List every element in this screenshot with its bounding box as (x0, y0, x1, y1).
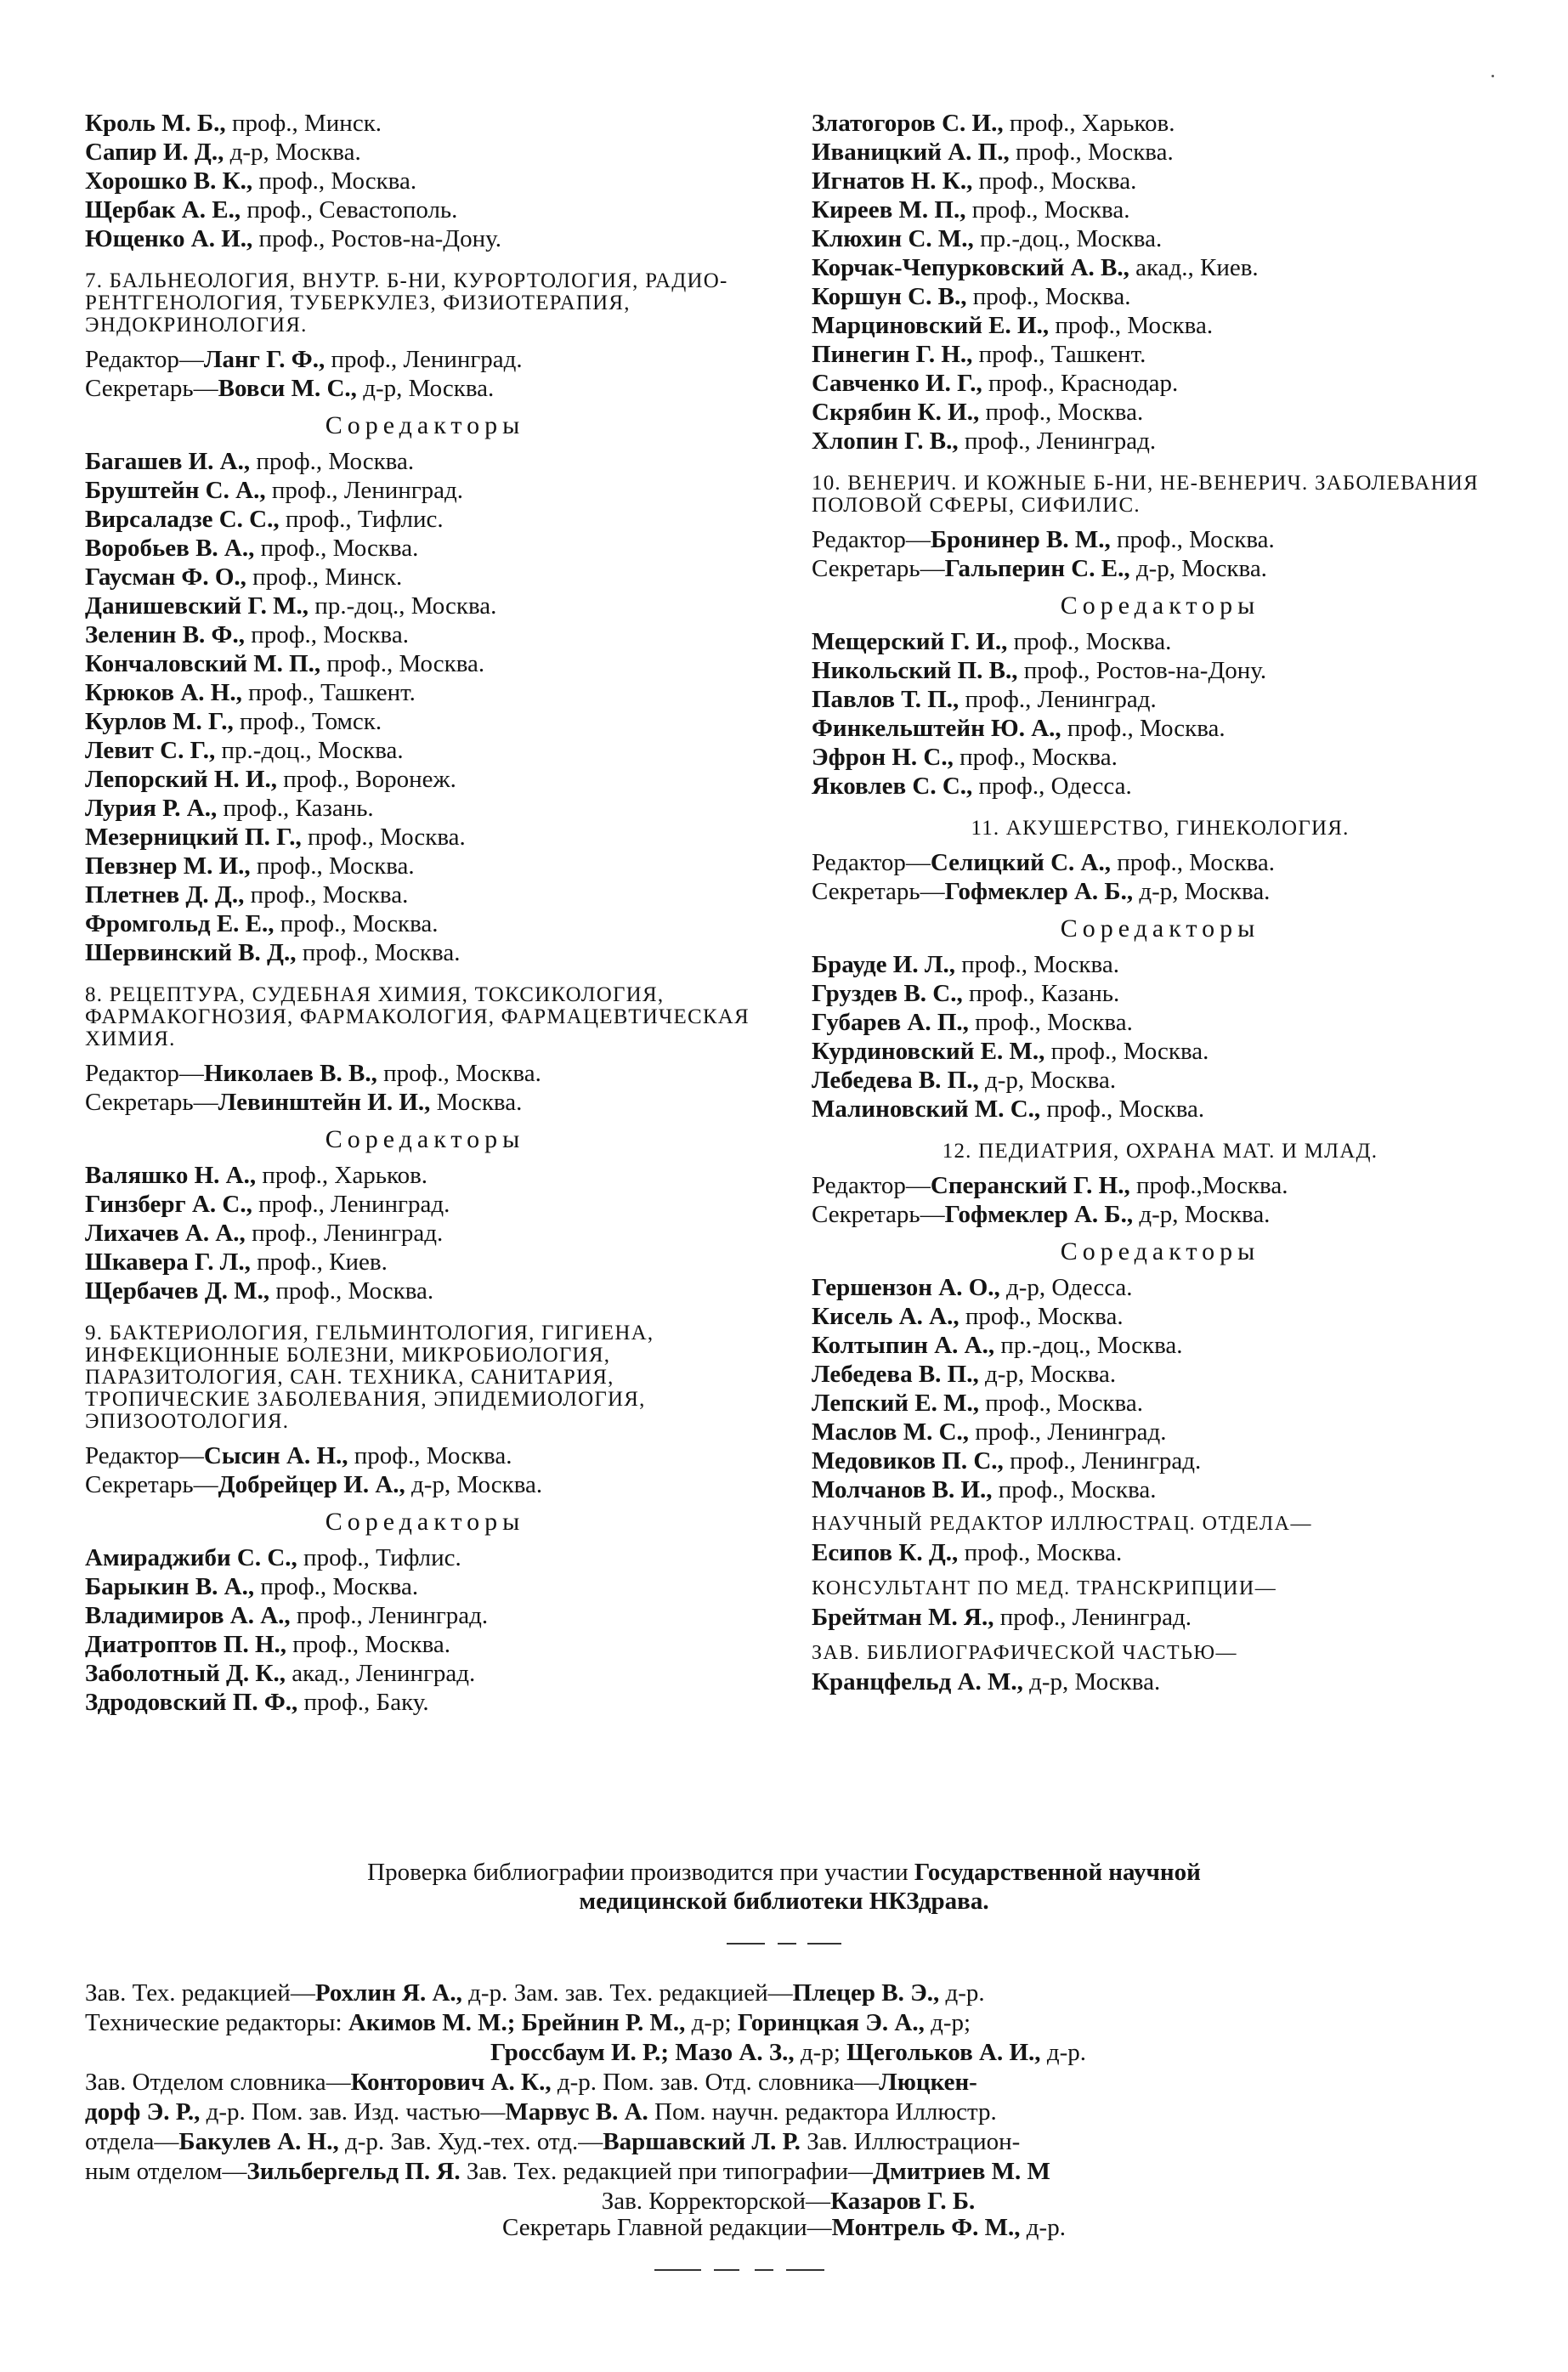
name-entry: Диатроптов П. Н., проф., Москва. (85, 1631, 451, 1658)
name-entry: Певзнер М. И., проф., Москва. (85, 852, 415, 880)
name-entry: Гаусман Ф. О., проф., Минск. (85, 563, 403, 591)
editor-line: Редактор—Селицкий С. А., проф., Москва. (812, 849, 1275, 876)
name-entry: Игнатов Н. К., проф., Москва. (812, 167, 1137, 195)
name-entry: Вирсаладзе С. С., проф., Тифлис. (85, 506, 444, 533)
staff-block (812, 1509, 1509, 1696)
name-entry: Губарев А. П., проф., Москва. (812, 1009, 1133, 1036)
name-entry: Яковлев С. С., проф., Одесса. (812, 773, 1132, 800)
editor-line: Редактор—Николаев В. В., проф., Москва. (85, 1060, 541, 1087)
separator-rule (727, 1943, 765, 1945)
section-title: 11. АКУШЕРСТВО, ГИНЕКОЛОГИЯ. (971, 817, 1350, 840)
name-entry: Багашев И. А., проф., Москва. (85, 448, 415, 475)
name-entry: Скрябин К. И., проф., Москва. (812, 399, 1144, 426)
secretary-line: Секретарь—Вовси М. С., д-р, Москва. (85, 375, 495, 402)
coeditors-heading: Соредакторы (1060, 914, 1260, 943)
separator-rule (755, 2269, 773, 2271)
editor-block (85, 345, 765, 403)
staff-heading: НАУЧНЫЙ РЕДАКТОР ИЛЛЮСТРАЦ. ОТДЕЛА— (812, 1513, 1312, 1535)
name-entry: Левит С. Г., пр.-доц., Москва. (85, 737, 404, 764)
separator-rule (807, 1943, 841, 1945)
entry: Хорошко В. К., проф., Москва. (85, 167, 417, 195)
entry: Щербак А. Е., проф., Севастополь. (85, 196, 458, 224)
name-entry: Медовиков П. С., проф., Ленинград. (812, 1447, 1202, 1475)
name-entry: Барыкин В. А., проф., Москва. (85, 1573, 419, 1600)
coeditors-list (85, 1543, 765, 1717)
editor-block (85, 1059, 765, 1117)
name-entry: Хлопин Г. В., проф., Ленинград. (812, 427, 1157, 455)
staff-entry: Брейтман М. Я., проф., Ленинград. (812, 1604, 1192, 1631)
name-entry: Лихачев А. А., проф., Ленинград. (85, 1220, 444, 1247)
editor-line: Редактор—Сысин А. Н., проф., Москва. (85, 1442, 512, 1469)
section-title: 12. ПЕДИАТРИЯ, ОХРАНА МАТ. И МЛАД. (942, 1140, 1378, 1163)
section-title: 7. БАЛЬНЕОЛОГИЯ, ВНУТР. Б-НИ, КУРОРТОЛОГИЯ, РАДИО-РЕНТГЕНОЛОГИЯ, ТУБЕРКУЛЕЗ, ФИЗИОТЕРАПИЯ, ЭНДОКРИНОЛОГИЯ. (85, 269, 728, 337)
secretary-line: Секретарь—Гофмеклер А. Б., д-р, Москва. (812, 878, 1271, 905)
editor-block (812, 1171, 1509, 1229)
coeditors-heading: Соредакторы (325, 411, 525, 439)
note-line-1: Проверка библиографии производится при участии Государственной научной (367, 1859, 1201, 1886)
section-title: 9. БАКТЕРИОЛОГИЯ, ГЕЛЬМИНТОЛОГИЯ, ГИГИЕНА, ИНФЕКЦИОННЫЕ БОЛЕЗНИ, МИКРОБИОЛОГИЯ, ПАРАЗИТОЛОГИЯ, САН. ТЕХНИКА, САНИТАРИЯ, ТРОПИЧЕСКИЕ ЗАБОЛЕВАНИЯ, ЭПИДЕМИОЛОГИЯ, ЭПИЗООТОЛОГИЯ. (85, 1322, 654, 1433)
tech-line: ным отделом—Зильбергельд П. Я. Зав. Тех. редакцией при типографии—Дмитриев М. М (85, 2158, 1050, 2185)
section-8 (85, 984, 765, 1305)
editor-block (812, 525, 1509, 583)
entry: Сапир И. Д., д-р, Москва. (85, 139, 361, 166)
tech-line: дорф Э. Р., д-р. Пом. зав. Изд. частью—Марвус В. А. Пом. научн. редактора Иллюстр. (85, 2098, 997, 2126)
coeditors-list (85, 1161, 765, 1305)
coeditors-list (812, 950, 1509, 1124)
name-entry: Пинегин Г. Н., проф., Ташкент. (812, 341, 1146, 368)
name-entry: Владимиров А. А., проф., Ленинград. (85, 1602, 489, 1629)
staff-entry: Есипов К. Д., проф., Москва. (812, 1539, 1123, 1566)
name-entry: Крюков А. Н., проф., Ташкент. (85, 679, 416, 706)
staff-heading: КОНСУЛЬТАНТ ПО МЕД. ТРАНСКРИПЦИИ— (812, 1577, 1277, 1599)
right-column (812, 109, 1509, 1696)
coeditors-list (812, 627, 1509, 801)
name-entry: Зеленин В. Ф., проф., Москва. (85, 621, 409, 648)
editor-line: Редактор—Сперанский Г. Н., проф.,Москва. (812, 1172, 1288, 1199)
name-entry: Киреев М. П., проф., Москва. (812, 196, 1130, 224)
name-entry: Никольский П. В., проф., Ростов-на-Дону. (812, 657, 1267, 684)
name-entry: Курдиновский Е. М., проф., Москва. (812, 1038, 1209, 1065)
editor-line: Редактор—Бронинер В. М., проф., Москва. (812, 526, 1275, 553)
name-entry: Щербачев Д. М., проф., Москва. (85, 1277, 434, 1305)
name-entry: Мезерницкий П. Г., проф., Москва. (85, 824, 466, 851)
name-entry: Гинзберг А. С., проф., Ленинград. (85, 1191, 450, 1218)
name-entry: Курлов М. Г., проф., Томск. (85, 708, 382, 735)
name-entry: Коршун С. В., проф., Москва. (812, 283, 1131, 310)
name-entry: Воробьев В. А., проф., Москва. (85, 535, 419, 562)
section-title: 10. ВЕНЕРИЧ. И КОЖНЫЕ Б-НИ, НЕ-ВЕНЕРИЧ. ЗАБОЛЕВАНИЯ ПОЛОВОЙ СФЕРЫ, СИФИЛИС. (812, 472, 1479, 517)
bibliography-note (85, 1858, 1483, 1916)
section-9 (85, 1322, 765, 1717)
entry: Ющенко А. И., проф., Ростов-на-Дону. (85, 225, 501, 252)
separator-rule (654, 2269, 701, 2271)
tech-line: Зав. Отделом словника—Конторович А. К., д-р. Пом. зав. Отд. словника—Люцкен- (85, 2069, 977, 2096)
tech-line: Зав. Тех. редакцией—Рохлин Я. А., д-р. Зам. зав. Тех. редакцией—Плецер В. Э., д-р. (85, 1979, 985, 2007)
name-entry: Кисель А. А., проф., Москва. (812, 1303, 1124, 1330)
name-entry: Бруштейн С. А., проф., Ленинград. (85, 477, 464, 504)
separator-rule (786, 2269, 824, 2271)
name-entry: Амираджиби С. С., проф., Тифлис. (85, 1544, 461, 1571)
top-entries-right (812, 109, 1509, 456)
name-entry: Данишевский Г. М., пр.-доц., Москва. (85, 592, 497, 620)
main-secretary: Секретарь Главной редакции—Монтрель Ф. М., д-р. (502, 2214, 1066, 2241)
name-entry: Павлов Т. П., проф., Ленинград. (812, 686, 1157, 713)
secretary-line: Секретарь—Гальперин С. Е., д-р, Москва. (812, 555, 1267, 582)
editor-block (85, 1441, 765, 1499)
coeditors-heading: Соредакторы (1060, 592, 1260, 620)
section-12 (812, 1141, 1509, 1504)
name-entry: Валяшко Н. А., проф., Харьков. (85, 1162, 428, 1189)
name-entry: Клюхин С. М., пр.-доц., Москва. (812, 225, 1163, 252)
name-entry: Савченко И. Г., проф., Краснодар. (812, 370, 1179, 397)
coeditors-heading: Соредакторы (325, 1508, 525, 1536)
name-entry: Плетнев Д. Д., проф., Москва. (85, 881, 409, 909)
name-entry: Эфрон Н. С., проф., Москва. (812, 744, 1118, 771)
coeditors-list (812, 1273, 1509, 1504)
staff-heading: ЗАВ. БИБЛИОГРАФИЧЕСКОЙ ЧАСТЬЮ— (812, 1642, 1238, 1664)
left-column (85, 109, 765, 1717)
name-entry: Гершензон А. О., д-р, Одесса. (812, 1274, 1133, 1301)
name-entry: Фромгольд Е. Е., проф., Москва. (85, 910, 439, 937)
name-entry: Лепский Е. М., проф., Москва. (812, 1390, 1143, 1417)
tech-line: отдела—Бакулев А. Н., д-р. Зав. Худ.-тех. отд.—Варшавский Л. Р. Зав. Иллюстрацион- (85, 2128, 1021, 2155)
note-line-2: медицинской библиотеки НКЗдрава. (579, 1888, 989, 1915)
name-entry: Молчанов В. И., проф., Москва. (812, 1476, 1157, 1503)
entry: Кроль М. Б., проф., Минск. (85, 110, 382, 137)
section-title: 8. РЕЦЕПТУРА, СУДЕБНАЯ ХИМИЯ, ТОКСИКОЛОГИЯ, ФАРМАКОГНОЗИЯ, ФАРМАКОЛОГИЯ, ФАРМАЦЕВТИЧЕСКАЯ ХИМИЯ. (85, 983, 750, 1050)
technical-staff (85, 1979, 1492, 2216)
name-entry: Финкельштейн Ю. А., проф., Москва. (812, 715, 1226, 742)
coeditors-heading: Соредакторы (325, 1125, 525, 1153)
editor-block (812, 848, 1509, 906)
secretary-line: Секретарь—Добрейцер И. А., д-р, Москва. (85, 1471, 543, 1498)
secretary-line: Секретарь—Гофмеклер А. Б., д-р, Москва. (812, 1201, 1271, 1228)
name-entry: Маслов М. С., проф., Ленинград. (812, 1418, 1167, 1446)
name-entry: Златогоров С. И., проф., Харьков. (812, 110, 1175, 137)
name-entry: Шкавера Г. Л., проф., Киев. (85, 1248, 388, 1276)
tech-line: Гроссбаум И. Р.; Мазо А. З., д-р; Щегольков А. И., д-р. (490, 2039, 1086, 2066)
section-11 (812, 818, 1509, 1124)
secretary-line: Секретарь—Левинштейн И. И., Москва. (85, 1089, 523, 1116)
name-entry: Шервинский В. Д., проф., Москва. (85, 939, 461, 966)
name-entry: Кончаловский М. П., проф., Москва. (85, 650, 485, 677)
coeditors-list (85, 447, 765, 967)
name-entry: Брауде И. Л., проф., Москва. (812, 951, 1119, 978)
name-entry: Малиновский М. С., проф., Москва. (812, 1095, 1205, 1123)
name-entry: Марциновский Е. И., проф., Москва. (812, 312, 1214, 339)
name-entry: Корчак-Чепурковский А. В., акад., Киев. (812, 254, 1259, 281)
separator-rule (778, 1943, 796, 1945)
name-entry: Лурия Р. А., проф., Казань. (85, 795, 374, 822)
name-entry: Лебедева В. П., д-р, Москва. (812, 1361, 1117, 1388)
name-entry: Здродовский П. Ф., проф., Баку. (85, 1689, 429, 1716)
editor-line: Редактор—Ланг Г. Ф., проф., Ленинград. (85, 346, 523, 373)
name-entry: Колтыпин А. А., пр.-доц., Москва. (812, 1332, 1183, 1359)
section-10 (812, 473, 1509, 801)
separator-rule (714, 2269, 739, 2271)
name-entry: Иваницкий А. П., проф., Москва. (812, 139, 1174, 166)
print-speck (1492, 75, 1494, 77)
name-entry: Лепорский Н. И., проф., Воронеж. (85, 766, 456, 793)
section-7 (85, 270, 765, 967)
coeditors-heading: Соредакторы (1060, 1237, 1260, 1265)
tech-line: Технические редакторы: Акимов М. М.; Брейнин Р. М., д-р; Горинцкая Э. А., д-р; (85, 2009, 971, 2036)
tech-line: Зав. Корректорской—Казаров Г. Б. (601, 2188, 976, 2215)
name-entry: Лебедева В. П., д-р, Москва. (812, 1067, 1117, 1094)
name-entry: Мещерский Г. И., проф., Москва. (812, 628, 1172, 655)
name-entry: Груздев В. С., проф., Казань. (812, 980, 1120, 1007)
top-entries-left (85, 109, 765, 253)
staff-entry: Кранцфельд А. М., д-р, Москва. (812, 1668, 1161, 1695)
name-entry: Заболотный Д. К., акад., Ленинград. (85, 1660, 476, 1687)
